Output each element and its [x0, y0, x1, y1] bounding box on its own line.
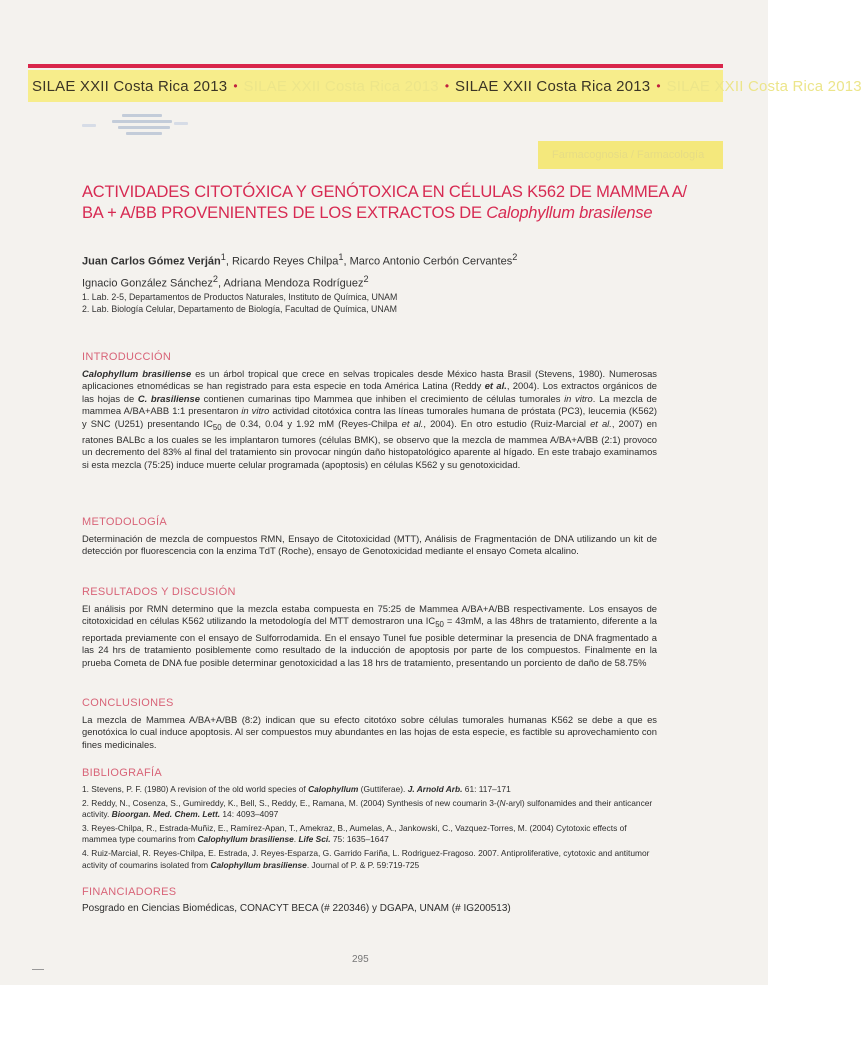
banner-text: SILAE XXII Costa Rica 2013 — [243, 77, 439, 95]
reference-item: 2. Reddy, N., Cosenza, S., Gumireddy, K., Bell, S., Reddy, E., Ramana, M. (2004) Synthesis of new coumarin 3-(N-aryl) sulfonamides and their anticancer activity. Bioorgan. Med. Chem. Lett. 14: 4093–4097 — [82, 797, 653, 820]
banner-text: SILAE XXII Costa Rica 2013 — [666, 77, 862, 95]
section-bibliography — [82, 767, 657, 873]
banner-text: SILAE XXII Costa Rica 2013 — [32, 77, 228, 95]
reference-item: 3. Reyes-Chilpa, R., Estrada-Muñiz, E., Ramírez-Apan, T., Amekraz, B., Aumelas, A., Jankowski, C., Vazquez-Torres, M. (2004) Cytotoxic effects of mammea type coumarins from Calophyllum brasiliense. Life Sci. 75: 1635–1647 — [82, 822, 627, 845]
banner-separator: • — [444, 79, 450, 93]
section-heading: RESULTADOS Y DISCUSIÓN — [82, 586, 236, 598]
section-text: Posgrado en Ciencias Biomédicas, CONACYT BECA (# 220346) y DGAPA, UNAM (# IG200513) — [82, 903, 511, 914]
reference-item: 4. Ruiz-Marcial, R. Reyes-Chilpa, E. Estrada, J. Reyes-Esparza, G. Garrido Fariña, L. Rodriguez-Fragoso. 2007. Antiproliferative, cytotoxic and antitumor activity of coumarins isolated from Calophyllum brasiliense. Journal of P. & P. 59:719-725 — [82, 847, 650, 870]
section-funding — [82, 886, 657, 915]
conference-logo — [82, 108, 192, 148]
first-author: Juan Carlos Gómez Verján — [82, 255, 221, 268]
section-tag: Farmacognosia / Farmacología — [538, 141, 723, 169]
affiliations — [82, 291, 682, 315]
banner-separator: • — [656, 79, 661, 93]
author-list: Juan Carlos Gómez Verján$^1$, Ricardo Reyes Chilpa$^1$, Marco Antonio Cerbón Cervantes$^2$ Ignacio González Sánchez$^2$, Adriana Mendoza Rodríguez$^2$ — [82, 252, 518, 290]
banner-text: SILAE XXII Costa Rica 2013 — [455, 77, 651, 95]
section-text: Determinación de mezcla de compuestos RMN, Ensayo de Citotoxicidad (MTT), Análisis de Fragmentación de DNA utilizando un kit de detección por fluorescencia con la enzima TdT (Roche), ensayo de Genotoxicidad mediante el ensayo Cometa alcalino. — [82, 533, 657, 557]
page-number: 295 — [352, 954, 369, 965]
margin-mark — [32, 969, 44, 970]
affiliation-item: 1. Lab. 2-5, Departamentos de Productos Naturales, Instituto de Química, UNAM — [82, 292, 398, 302]
reference-item: 1. Stevens, P. F. (1980) A revision of the old world species of Calophyllum (Guttiferae). J. Arnold Arb. 61: 117–171 — [82, 784, 511, 794]
affiliation-item: 2. Lab. Biología Celular, Departamento de Biología, Facultad de Química, UNAM — [82, 304, 397, 314]
section-introduction — [82, 351, 657, 471]
banner-separator: • — [233, 79, 238, 93]
paper-title — [82, 182, 702, 224]
section-heading: CONCLUSIONES — [82, 697, 174, 709]
title-main: ACTIVIDADES CITOTÓXICA Y GENÓTOXICA EN CÉLULAS K562 DE MAMMEA A/ BA + A/BB PROVENIENTES DE LOS EXTRACTOS DE — [82, 183, 687, 222]
section-conclusions — [82, 697, 657, 751]
section-text: Calophyllum brasiliense es un árbol tropical que crece en selvas tropicales desde México hasta Brasil (Stevens, 1980). Numerosas aplicaciones etnomédicas se han registrado para esta especie en toda América Latina (Reddy et al., 2004). Los extractos orgánicos de las hojas de C. brasiliense contienen cumarinas tipo Mammea que inhiben el crecimiento de células tumorales in vitro. La mezcla de mammea A/BA+ABB 1:1 presentaron in vitro actividad citotóxica contra las líneas tumorales humana de próstata (PC3), leucemia (K562) y SNC (U251) presentando $IC_{50}$ de 0.34, 0.04 y 1.92 mM (Reyes-Chilpa et al., 2004). En otro estudio (Ruiz-Marcial et al., 2007) en ratones BALBc a los cuales se les implantaron tumores (células BMK), se observo que la mezcla de mammea A/BA+A/BB (2:1) provoco un decremento del 83% al final del tratamiento sin provocar ningún daño histopatológico aparente al hígado. En este trabajo examinamos si esta mezcla (75:25) induce muerte celular programada (apoptosis) en células K562 y su genotoxicidad. — [82, 368, 657, 470]
section-heading: METODOLOGÍA — [82, 516, 167, 528]
section-heading: FINANCIADORES — [82, 886, 177, 898]
section-results — [82, 586, 657, 669]
title-species: Calophyllum brasilense — [486, 204, 653, 222]
section-heading: INTRODUCCIÓN — [82, 351, 172, 363]
section-text: El análisis por RMN determino que la mezcla estaba compuesta en 75:25 de Mammea A/BA+A/BB respectivamente. Los ensayos de citotoxicidad en células K562 utilizando la metodología del MTT demostraron una $IC_{50} = 43mM$, a las 48hrs de tratamiento, diferente a la reportada previamente con el ensayo de Sulforrodamida. En el ensayo Tunel fue posible determinar la presencia de DNA fragmentado a las 24 hrs de tratamiento posiblemente como resultado de la inducción de apoptosis por parte de los compuestos. Finalmente en la prueba Cometa de DNA fue posible determinar genotoxicidad a las 18 hrs de tratamiento, presentando un porciento de daño de 58.75% — [82, 603, 657, 668]
section-text: La mezcla de Mammea A/BA+A/BB (8:2) indican que su efecto citotóxo sobre células tumorales humanas K562 se debe a que es genotóxica lo cual induce apoptosis. Al ser compuestos muy abundantes en las hojas de esta especie, es factible su aprovechamiento con fines medicinales. — [82, 714, 657, 750]
section-heading: BIBLIOGRAFÍA — [82, 767, 163, 779]
header-rule — [28, 64, 723, 68]
section-methodology — [82, 516, 657, 558]
conference-banner — [28, 70, 862, 102]
